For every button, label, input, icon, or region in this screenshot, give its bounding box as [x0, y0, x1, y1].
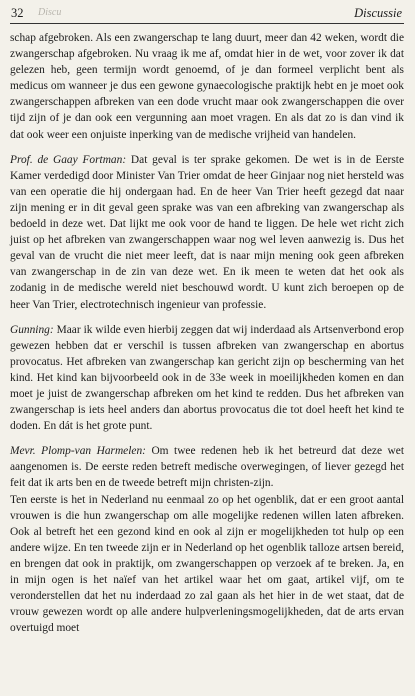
paragraph: [10, 152, 404, 313]
bleed-through-text: Discu: [38, 7, 62, 18]
paragraph: [10, 30, 404, 143]
speaker-name: Prof. de Gaay Fortman:: [10, 153, 127, 166]
page-number: 32: [11, 6, 24, 20]
paragraph-text: Ten eerste is het in Nederland nu eenmaal zo op het ogenblik, dat er een groot aantal vrouwen is die hun zwangerschap om alle mogelijke redenen willen laten afbreken. Ook al betreft het een gezond kind en ook al zijn er mogelijkheden tot hulp op een andere wijze. En ten tweede zijn er in Nederland op het ogenblik talloze artsen bereid, en brengen dat ook in praktijk, om zwangerschappen op verzoek af te breken. Ja, en in mijn ogen is het naïef van het artikel waar het om gaat, artikel vijf, om te veronderstellen dat het nu inderdaad zo zal gaan als het hier in de wet staat, dat de vrouw gewezen wordt op alle andere hulpverleningsmogelijkheden, dat de arts ervan overtuigd moet: [10, 493, 404, 635]
paragraph-text: Dat geval is ter sprake gekomen. De wet is in de Eerste Kamer verdedigd door Minister Van Trier omdat de heer Ginjaar nog niet hersteld was van een operatie die hij ondergaan had. En de heer Van Trier heeft gezegd dat naar zijn mening er in dit geval geen sprake was van een afbreking van zwangerschap als bedoeld in deze wet. Dat lijkt me ook voor de hand te liggen. De hele wet richt zich juist op het afbreken van zwangerschappen waar nog wel leven aanwezig is. Dus het geval van de vrucht die niet meer leeft, dat is naar mijn mening ook geen afbreken van zwangerschap in de zin van deze wet. En ik meen te weten dat het ook als zodanig in de medische wereld niet beschouwd wordt. U kunt zich beroepen op de heer Van Trier, electrotechnisch ingenieur van professie.: [10, 153, 404, 311]
speaker-name: Mevr. Plomp-van Harmelen:: [10, 445, 146, 458]
page-header: [10, 6, 404, 24]
paragraph-text: Om twee redenen heb ik het betreurd dat deze wet aangenomen is. De eerste reden betreft medische overwegingen, of liever gezegd het feit dat ik arts ben en de tweede betreft mijn christen-zijn.: [10, 445, 404, 490]
speaker-name: Gunning:: [10, 323, 54, 336]
paragraph-text: schap afgebroken. Als een zwangerschap te lang duurt, meer dan 42 weken, wordt die zwangerschap afgebroken. Nu vraag ik me af, omdat hier in de wet, voor zover ik dat gelezen heb, geen termijn wordt genoemd, of je dan formeel verplicht bent als medicus om wanneer je dus een gewone gynaecologische praktijk hebt en je moet ook zwangerschappen afbreken van een dode vrucht maar ook zwangerschappen die over tijd zijn of je dan ook een vergunning aan moet vragen. En als dat zo is dan vind ik dat ook weer een onjuiste inperking van de medische vrijheid van handelen.: [10, 32, 404, 141]
section-title: Discussie: [354, 6, 402, 20]
paragraph: [10, 322, 404, 435]
paragraph-text: Maar ik wilde even hierbij zeggen dat wij inderdaad als Artsenverbond erop gewezen hebben dat er verschil is tussen afbreken van zwangerschap en abortus provocatus. Het afbreken van zwangerschap kan gericht zijn op bescherming van het kind. Het kind kan bijvoorbeeld ook in de 33e week in moeilijkheden komen en dan moet je juist de zwangerschap afbreken om het kind te redden. Dus het afbreken van zwangerschap is iets heel anders dan abortus provocatus die tot doel heeft het kind te doden. En dát is het grote punt.: [10, 323, 404, 433]
paragraph: [10, 443, 404, 491]
paragraph: [10, 492, 404, 637]
